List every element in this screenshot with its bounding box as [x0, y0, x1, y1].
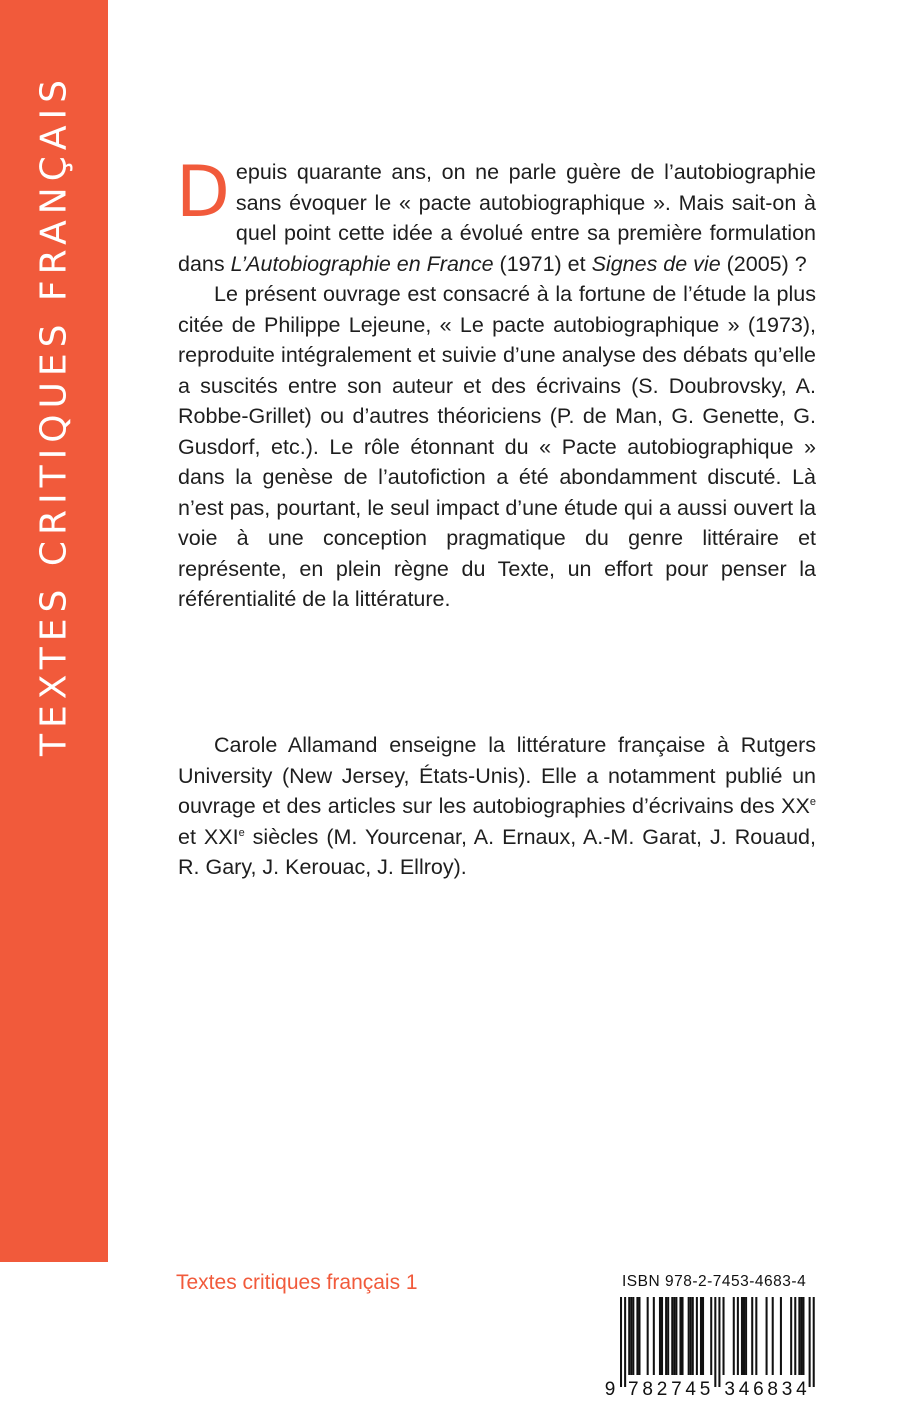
barcode-bar: [700, 1297, 702, 1375]
barcode-bar: [702, 1297, 704, 1375]
barcode-digit: 7: [628, 1379, 639, 1399]
bio-part-3: siècles (M. Yourcenar, A. Ernaux, A.-M. Garat, J. Rouaud, R. Gary, J. Kerouac, J. Ellroy).: [178, 824, 816, 879]
barcode-bar: [798, 1297, 800, 1375]
spine-title: TEXTES CRITIQUES FRANÇAIS: [33, 74, 75, 756]
book-title-signes-de-vie: Signes de vie: [591, 251, 721, 276]
barcode-bar: [692, 1297, 694, 1375]
barcode-digit: 3: [781, 1379, 793, 1399]
barcode-digit: 8: [767, 1379, 779, 1399]
barcode-bar: [667, 1297, 669, 1375]
barcode-bar: [723, 1297, 725, 1375]
barcode-bar: [790, 1297, 792, 1375]
bio-part-2: et XXI: [178, 824, 239, 849]
isbn-number: ISBN 978-2-7453-4683-4: [622, 1273, 807, 1290]
barcode-bar: [772, 1297, 774, 1375]
barcode-bar: [751, 1297, 753, 1375]
barcode-bar: [766, 1297, 768, 1375]
barcode-icon: [604, 1297, 816, 1399]
barcode-bar: [620, 1297, 622, 1387]
drop-cap: D: [176, 151, 230, 233]
barcode-digit: 8: [642, 1379, 653, 1399]
barcode-digit: 4: [796, 1379, 807, 1399]
barcode-bar: [755, 1297, 757, 1375]
summary-text: [176, 151, 816, 615]
barcode-bar: [638, 1297, 640, 1375]
barcode-bar: [802, 1297, 804, 1375]
summary-p1-c: (2005) ?: [720, 251, 807, 276]
author-bio-paragraph: [178, 730, 816, 883]
barcode-bar: [718, 1297, 720, 1387]
summary-paragraph-2: Le présent ouvrage est consacré à la fortune de l’étude la plus citée de Philippe Lejeune, « Le pacte autobiographique » (1973), reproduite intégralement et suivie d’une analyse des débats qu’elle a suscités entre son auteur et des écrivains (S. Doubrovsky, A. Robbe-Grillet) ou d’autres théoriciens (P. de Man, G. Genette, G. Gusdorf, etc.). Le rôle étonnant du « Pacte autobiographique » dans la genèse de l’autofiction a été abondamment discuté. Là n’est pas, pourtant, le seul impact d’une étude qui a aussi ouvert la voie à une conception pragmatique du genre littéraire et représente, en plein règne du Texte, un effort pour penser la référentialité de la littérature.: [178, 282, 816, 611]
barcode-digit: 6: [753, 1379, 764, 1399]
barcode-bar: [675, 1297, 677, 1375]
barcode-bar: [661, 1297, 663, 1375]
summary-p1-a: epuis quarante ans, on ne parle guère de l’autobiographie sans évoquer le « pacte autobiographique ». Mais sait-on à quel point cette idée a évolué entre sa première formulation dans: [178, 160, 816, 276]
barcode-bar: [665, 1297, 667, 1375]
barcode-bar: [628, 1297, 630, 1375]
barcode-bar: [671, 1297, 673, 1375]
barcode-bar: [647, 1297, 649, 1375]
barcode-bar: [688, 1297, 690, 1375]
series-label: Textes critiques français 1: [176, 1271, 418, 1294]
barcode-bar: [679, 1297, 681, 1375]
barcode-bar: [653, 1297, 655, 1375]
barcode-bar: [673, 1297, 675, 1375]
barcode-bar: [794, 1297, 796, 1375]
barcode-bar: [780, 1297, 782, 1375]
barcode-bar: [710, 1297, 712, 1375]
barcode-bar: [714, 1297, 716, 1387]
barcode-bar: [624, 1297, 626, 1387]
barcode-bar: [630, 1297, 632, 1375]
book-title-autobiographie-en-france: L’Autobiographie en France: [230, 251, 494, 276]
barcode-bar: [659, 1297, 661, 1375]
barcode-bar: [813, 1297, 815, 1387]
author-bio: [178, 730, 816, 883]
barcode-bar: [690, 1297, 692, 1375]
barcode-bar: [743, 1297, 745, 1375]
bio-sup-1: e: [809, 796, 816, 808]
barcode-bar: [800, 1297, 802, 1375]
bio-part-1: Carole Allamand enseigne la littérature française à Rutgers University (New Jersey, États-Unis). Elle a notamment publié un ouvrage et des articles sur les autobiographies d’écrivains des XX: [178, 733, 816, 818]
barcode-bar: [733, 1297, 735, 1375]
barcode-digit: 7: [671, 1379, 682, 1399]
barcode-digit: 4: [738, 1379, 750, 1399]
barcode-digit: 9: [604, 1379, 616, 1399]
barcode-bar: [696, 1297, 698, 1375]
barcode-digit: 2: [656, 1379, 668, 1399]
barcode-bar: [682, 1297, 684, 1375]
barcode-digit: 5: [699, 1379, 711, 1399]
barcode-digit: 3: [724, 1379, 735, 1399]
summary-p1-b: (1971) et: [493, 251, 592, 276]
bio-sup-2: e: [238, 826, 245, 839]
barcode-bar: [737, 1297, 739, 1375]
barcode-bar: [636, 1297, 638, 1375]
barcode-bar: [741, 1297, 743, 1375]
barcode-digit: 4: [685, 1379, 697, 1399]
barcode-bar: [745, 1297, 747, 1375]
barcode-bar: [809, 1297, 811, 1387]
barcode-bar: [632, 1297, 634, 1375]
summary-paragraph-1: [176, 151, 816, 279]
spine-band: [0, 0, 108, 1262]
